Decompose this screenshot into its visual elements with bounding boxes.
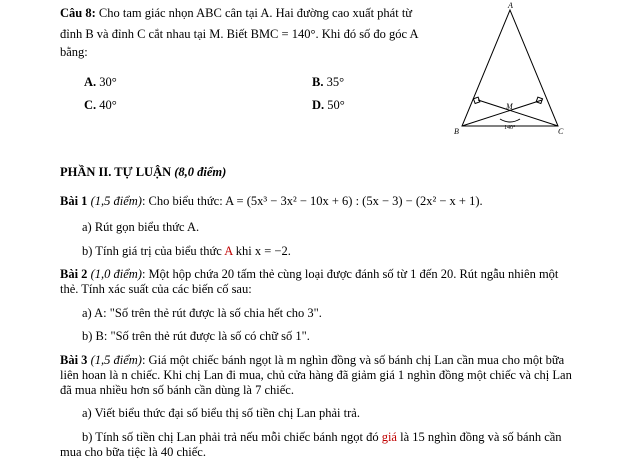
bai3-line-last: mua cho bữa tiệc là 40 chiếc. (60, 445, 206, 459)
label-c: C (558, 127, 564, 136)
right-angle-mark-left (473, 97, 479, 103)
q8-option-c (84, 98, 117, 113)
option-key: D. (312, 98, 325, 112)
bai3-points: (1,5 điểm) (90, 353, 142, 367)
option-value: 30° (99, 75, 117, 89)
bai2-a: a) A: "Số trên thẻ rút được là số chia hết cho 3". (82, 306, 322, 320)
bai2-b: b) B: "Số trên thẻ rút được là số có chữ số 1". (82, 329, 310, 343)
altitude-from-b (462, 100, 542, 126)
triangle-figure (448, 0, 570, 140)
option-value: 40° (99, 98, 117, 112)
bai3-a: a) Viết biểu thức đại số biểu thị số tiền chị Lan phải trả. (82, 406, 360, 420)
part2-heading (60, 165, 226, 180)
label-m: M (506, 102, 513, 111)
altitude-from-c (478, 100, 558, 126)
bai1-b-pre: b) Tính giá trị của biểu thức (82, 244, 225, 258)
angle-arc (500, 119, 520, 122)
bai2-line1 (60, 267, 558, 282)
bai3-line2: liên hoan là n chiếc. Khi chị Lan đi mua, chủ cửa hàng đã giảm giá 1 nghìn đồng một chiếc và chị Lan (60, 368, 572, 382)
bai1-a: a) Rút gọn biểu thức A. (82, 220, 200, 234)
bai3-line1 (60, 353, 564, 368)
bai1-b (82, 244, 291, 259)
bai3-b-post: là 15 nghìn đồng và số bánh cần (396, 430, 562, 444)
bai3-b-red: giá (381, 430, 397, 444)
bai1-points: (1,5 điểm) (90, 194, 142, 208)
bai3-b (82, 430, 562, 445)
option-key: C. (84, 98, 97, 112)
bai3-label: Bài 3 (60, 353, 88, 367)
label-angle: 140° (504, 125, 516, 131)
bai2-points: (1,0 điểm) (90, 267, 142, 281)
bai2-line2: thẻ. Tính xác suất của các biến cố sau: (60, 282, 252, 296)
bai1-b-post: khi x = −2. (232, 244, 291, 258)
bai3-b-pre: b) Tính số tiền chị Lan phải trả nếu mỗi chiếc bánh ngọt đó (82, 430, 382, 444)
q8-text1: Cho tam giác nhọn ABC cân tại A. Hai đường cao xuất phát từ (98, 6, 413, 20)
q8-option-a (84, 75, 117, 90)
bai3-text1: : Giá một chiếc bánh ngọt là m nghìn đồng và số bánh chị Lan cần mua cho một bữa (141, 353, 565, 367)
label-a: A (508, 1, 513, 10)
bai3-line3: đã mua nhiều hơn số bánh cần dùng là 7 chiếc. (60, 383, 294, 397)
bai1-label: Bài 1 (60, 194, 88, 208)
part2-points: (8,0 điểm) (174, 165, 227, 179)
part2-title: PHẦN II. TỰ LUẬN (60, 165, 172, 179)
q8-option-b (312, 75, 344, 90)
q8-line1 (60, 6, 412, 21)
option-value: 35° (326, 75, 345, 89)
bai1-intro (60, 194, 483, 209)
q8-label: Câu 8: (60, 6, 96, 20)
bai1-b-red: A (224, 244, 233, 258)
option-value: 50° (327, 98, 345, 112)
q8-option-d (312, 98, 345, 113)
right-angle-mark-right (536, 97, 542, 103)
bai2-text1: : Một hộp chứa 20 tấm thẻ cùng loại được đánh số từ 1 đến 20. Rút ngẫu nhiên một (141, 267, 559, 281)
option-key: B. (312, 75, 324, 89)
option-key: A. (84, 75, 97, 89)
bai2-label: Bài 2 (60, 267, 88, 281)
label-b: B (454, 127, 459, 136)
q8-line2: đỉnh B và đỉnh C cắt nhau tại M. Biết BMC = 140°. Khi đó số đo góc A (60, 27, 419, 41)
q8-line3: bằng: (60, 45, 88, 59)
bai1-text: : Cho biểu thức: A = (5x³ − 3x² − 10x + 6) : (5x − 3) − (2x² − x + 1). (141, 194, 483, 208)
